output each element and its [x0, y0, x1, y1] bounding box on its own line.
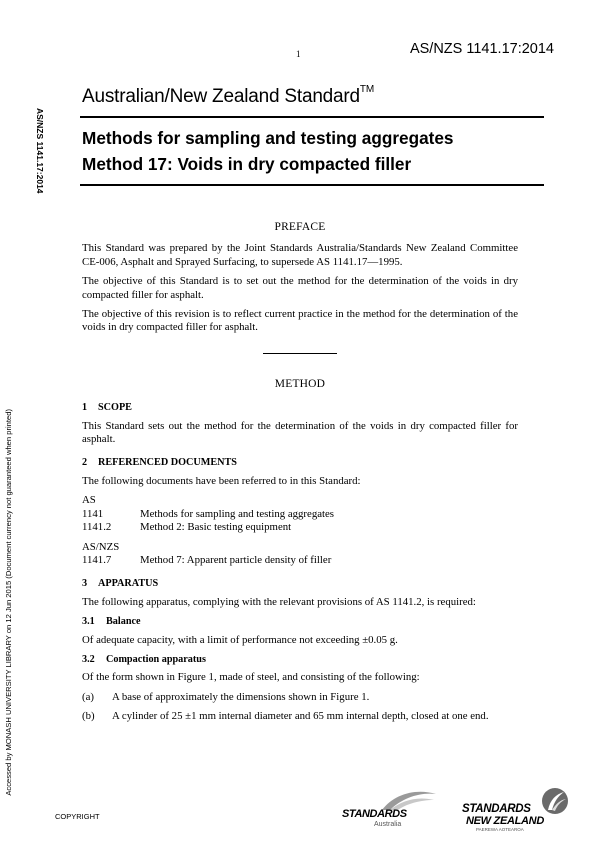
scope-heading [82, 401, 518, 414]
page-number: 1 [296, 49, 301, 59]
ref-group-label: AS/NZS [82, 540, 120, 553]
logo-nz-line2: NEW ZEALAND [466, 815, 544, 827]
apparatus-heading [82, 577, 518, 590]
ref-row [82, 521, 518, 534]
fern-mark-icon [540, 786, 570, 820]
refs-number: 2 [82, 457, 88, 469]
compaction-title: Compaction apparatus [106, 653, 206, 665]
list-item-text: A cylinder of 25 ±1 mm internal diameter and 65 mm internal depth, closed at one end. [112, 710, 489, 723]
compaction-text: Of the form shown in Figure 1, made of steel, and consisting of the following: [82, 671, 420, 684]
scope-text: This Standard sets out the method for the determination of the voids in dry compacted filler for asphalt. [82, 419, 518, 446]
ref-row [82, 508, 518, 521]
ref-code: 1141.2 [82, 521, 112, 534]
list-item [82, 691, 518, 704]
refs-heading [82, 456, 518, 469]
list-item [82, 710, 518, 723]
ref-title: Method 2: Basic testing equipment [140, 521, 292, 534]
access-note-text: Accessed by MONASH UNIVERSITY LIBRARY on 12 Jun 2015 (Document currency not guaranteed when printed) [4, 409, 13, 796]
scope-number: 1 [82, 402, 88, 414]
scope-title: SCOPE [98, 402, 132, 414]
apparatus-title: APPARATUS [98, 578, 159, 590]
list-item-text: A base of approximately the dimensions shown in Figure 1. [112, 690, 370, 703]
ref-title: Methods for sampling and testing aggregates [140, 507, 335, 520]
title-rule-bottom [80, 184, 544, 186]
refs-intro: The following documents have been referred to in this Standard: [82, 474, 361, 487]
side-standard-label-text: AS/NZS 1141.17:2014 [35, 108, 45, 194]
balance-text: Of adequate capacity, with a limit of performance not exceeding ±0.05 g. [82, 633, 398, 646]
refs-title: REFERENCED DOCUMENTS [98, 457, 237, 469]
logo-sa-sub: Australia [374, 821, 402, 828]
compaction-number: 3.2 [82, 653, 95, 665]
compaction-heading [82, 653, 518, 666]
standards-australia-logo [340, 788, 440, 832]
method-heading: METHOD [274, 377, 326, 390]
apparatus-intro: The following apparatus, complying with the relevant provisions of AS 1141.2, is required: [82, 595, 476, 608]
logo-nz-line1: STANDARDS [462, 803, 531, 815]
copyright-notice: COPYRIGHT [55, 812, 100, 821]
preface-paragraph-1: This Standard was prepared by the Joint Standards Australia/Standards New Zealand Committee CE-006, Asphalt and Sprayed Surfacing, to supersede AS 1141.17—1995. [82, 242, 518, 268]
standard-title-text: Australian/New Zealand Standard [82, 86, 360, 107]
ref-group-asnzs [82, 541, 518, 568]
ref-title: Method 7: Apparent particle density of filler [140, 553, 332, 566]
ref-code: 1141 [82, 507, 104, 520]
title-rule-top [80, 116, 544, 118]
document-body [82, 221, 518, 730]
ref-code: 1141.7 [82, 553, 112, 566]
preface-paragraph-3: The objective of this revision is to reflect current practice in the method for the determination of the voids in dry compacted filler for asphalt. [82, 308, 518, 334]
logo-nz-tagline: PAEREWA AOTEAROA [476, 827, 524, 832]
balance-heading [82, 615, 518, 628]
side-standard-label [32, 108, 52, 218]
title-line-2: Method 17: Voids in dry compacted filler [82, 154, 412, 174]
document-title [82, 125, 454, 177]
access-note [4, 380, 18, 796]
standard-number: AS/NZS 1141.17:2014 [409, 41, 554, 57]
list-item-label: (b) [82, 710, 95, 723]
ref-group-as [82, 494, 518, 534]
section-divider [263, 353, 337, 354]
title-line-1: Methods for sampling and testing aggregates [82, 128, 454, 148]
apparatus-number: 3 [82, 578, 88, 590]
ref-group-label: AS [82, 494, 96, 507]
trademark: TM [359, 84, 374, 95]
ref-row [82, 554, 518, 567]
logo-sa-main: STANDARDS [342, 808, 407, 820]
list-item-label: (a) [82, 690, 94, 703]
standards-nz-logo [462, 786, 572, 834]
balance-number: 3.1 [82, 616, 95, 628]
balance-title: Balance [106, 616, 141, 628]
preface-paragraph-2: The objective of this Standard is to set out the method for the determination of the voids in dry compacted filler for asphalt. [82, 275, 518, 301]
preface-heading: PREFACE [274, 221, 326, 233]
standard-title [82, 86, 374, 108]
